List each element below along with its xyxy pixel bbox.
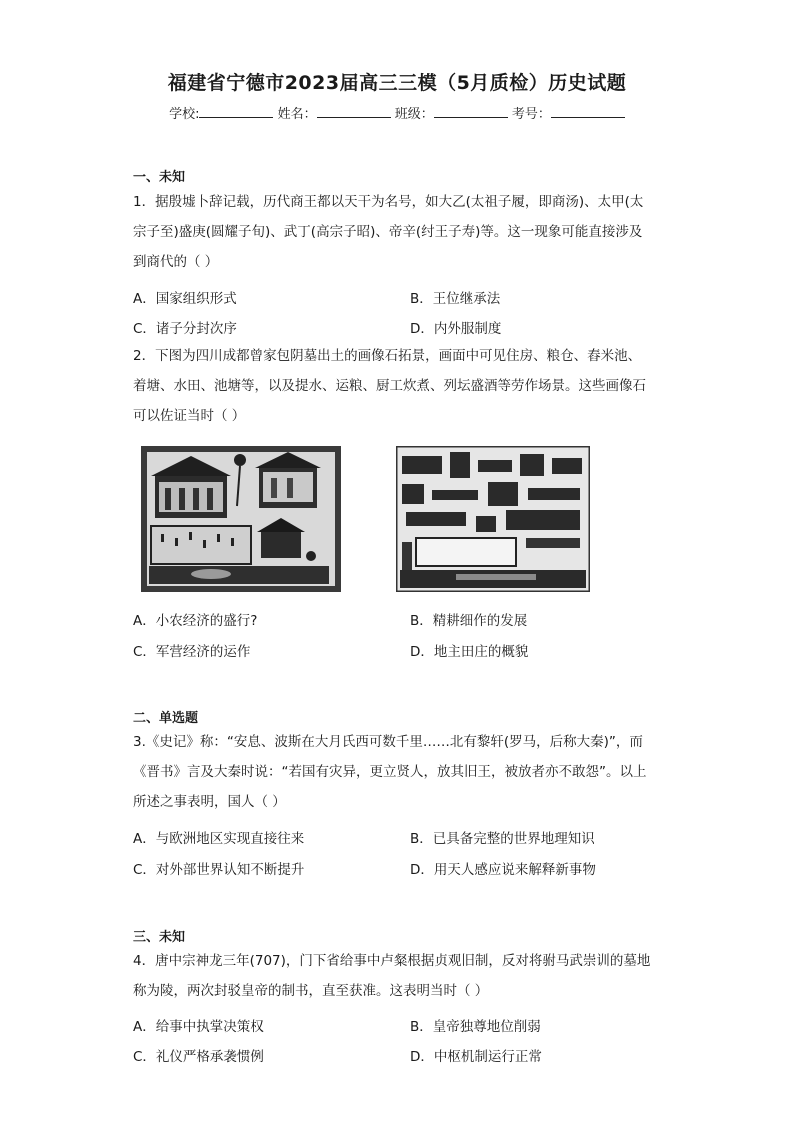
question-3-option-c[interactable]: C．对外部世界认知不断提升 — [133, 862, 305, 878]
rubbing-image-right — [396, 446, 590, 592]
question-1-option-a[interactable]: A．国家组织形式 — [133, 291, 237, 307]
question-1-line: 到商代的（ ） — [133, 254, 219, 270]
question-2-option-b[interactable]: B．精耕细作的发展 — [410, 613, 528, 629]
question-3-option-a[interactable]: A．与欧洲地区实现直接往来 — [133, 831, 305, 847]
exam-no-label: 考号： — [511, 107, 551, 122]
question-1-option-c[interactable]: C．诸子分封次序 — [133, 321, 237, 337]
question-2-option-a[interactable]: A．小农经济的盛行? — [133, 613, 258, 629]
question-4-option-a[interactable]: A．给事中执掌决策权 — [133, 1019, 264, 1035]
question-3-line: 3.《史记》称：“安息、波斯在大月氏西可数千里……北有黎轩(罗马，后称大秦)”，而 — [133, 734, 643, 750]
school-label: 学校: — [169, 107, 200, 122]
question-4-option-b[interactable]: B．皇帝独尊地位削弱 — [410, 1019, 541, 1035]
question-3-stem — [133, 727, 663, 817]
section-heading-2: 二、单选题 — [133, 711, 199, 726]
exam-no-blank[interactable] — [551, 105, 625, 118]
question-3-line: 《晋书》言及大秦时说：“若国有灾异，更立贤人，放其旧王，被放者亦不敢怨”。以上 — [133, 764, 647, 780]
question-1-option-d[interactable]: D．内外服制度 — [410, 321, 502, 337]
question-1-line: 宗子至)盛庚(圆耀子旬)、武丁(高宗子昭)、帝辛(纣王子寿)等。这一现象可能直接涉及 — [133, 224, 643, 240]
student-info-line — [0, 103, 794, 122]
question-3-option-d[interactable]: D．用天人感应说来解释新事物 — [410, 862, 596, 878]
question-2-line: 可以佐证当时（ ） — [133, 408, 246, 424]
class-label: 班级： — [394, 107, 434, 122]
question-2-line: 着塘、水田、池塘等，以及提水、运粮、厨工炊煮、列坛盛酒等劳作场景。这些画像石 — [133, 378, 646, 394]
question-2-option-d[interactable]: D．地主田庄的概貌 — [410, 644, 529, 660]
question-1-option-b[interactable]: B．王位继承法 — [410, 291, 501, 307]
page-title: 福建省宁德市2023届高三三模（5月质检）历史试题 — [167, 72, 627, 94]
name-label: 姓名： — [277, 107, 317, 122]
question-1-stem — [133, 187, 663, 277]
question-3-line: 所述之事表明，国人（ ） — [133, 794, 286, 810]
rubbing-image-left — [141, 446, 341, 592]
section-heading-1: 一、未知 — [133, 170, 186, 185]
school-blank[interactable] — [199, 105, 273, 118]
class-blank[interactable] — [434, 105, 508, 118]
question-2-stem — [133, 341, 663, 431]
question-1-line: 1．据殷墟卜辞记载，历代商王都以天干为名号，如大乙(太祖子履，即商汤)、太甲(太 — [133, 194, 644, 210]
question-4-option-c[interactable]: C．礼仪严格承袭惯例 — [133, 1049, 264, 1065]
section-heading-3: 三、未知 — [133, 930, 186, 945]
question-4-option-d[interactable]: D．中枢机制运行正常 — [410, 1049, 542, 1065]
question-2-line: 2．下图为四川成都曾家包阴墓出土的画像石拓景，画面中可见住房、粮仓、舂米池、 — [133, 348, 642, 364]
question-4-line: 4．唐中宗神龙三年(707)，门下省给事中卢粲根据贞观旧制，反对将驸马武崇训的墓地 — [133, 953, 651, 969]
question-3-option-b[interactable]: B．已具备完整的世界地理知识 — [410, 831, 595, 847]
question-4-stem — [133, 946, 663, 1006]
name-blank[interactable] — [317, 105, 391, 118]
question-2-option-c[interactable]: C．军营经济的运作 — [133, 644, 251, 660]
question-4-line: 称为陵，两次封驳皇帝的制书，直至获准。这表明当时（ ） — [133, 983, 489, 999]
